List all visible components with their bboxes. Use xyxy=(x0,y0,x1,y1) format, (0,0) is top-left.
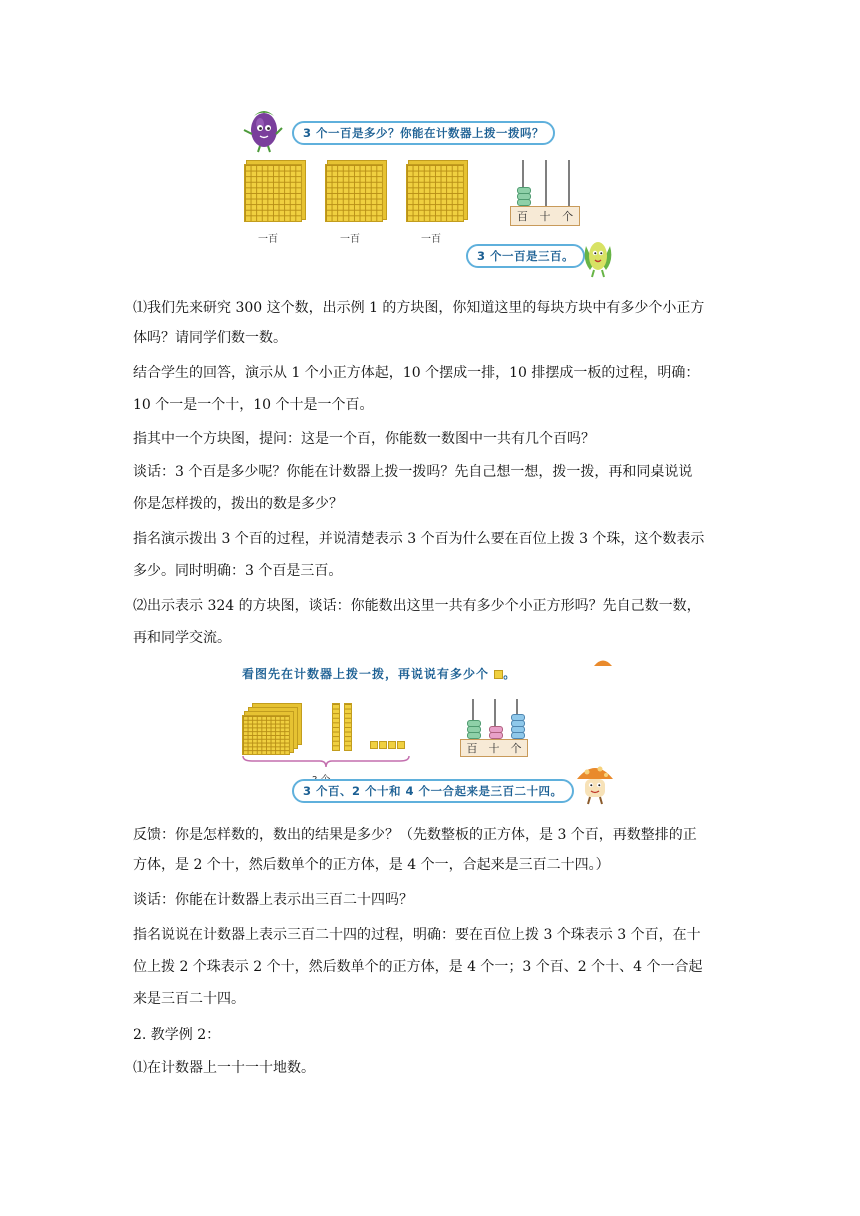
block-label: 一百 xyxy=(421,234,441,245)
hundred-block xyxy=(406,164,464,222)
one-cube xyxy=(397,741,405,749)
block-label: 一百 xyxy=(258,234,278,245)
abacus-bead xyxy=(467,732,481,739)
paragraph-line: ⑴在计数器上一十一十地数。 xyxy=(133,1060,315,1076)
hundred-block xyxy=(242,715,290,755)
one-cube xyxy=(379,741,387,749)
abacus-rod-tens xyxy=(545,160,547,206)
abacus-bead xyxy=(511,732,525,739)
paragraph-line: ⑵出示表示 324 的方块图，谈话：你能数出这里一共有多少个小正方形吗？先自己数一数， xyxy=(133,598,701,614)
abacus-label-tens: 十 xyxy=(488,742,500,755)
paragraph-line: 结合学生的回答，演示从 1 个小正方体起，10 个摆成一排，10 排摆成一板的过程，明确： xyxy=(133,365,700,381)
ten-rod xyxy=(332,703,340,751)
paragraph-line: 谈话：3 个百是多少呢？你能在计数器上拨一拨吗？先自己想一想，拨一拨，再和同桌说说 xyxy=(133,464,693,480)
abacus-label-tens: 十 xyxy=(539,210,551,223)
paragraph-line: 位上拨 2 个珠表示 2 个十，然后数单个的正方体，是 4 个一；3 个百、2 个十、4 个一合起 xyxy=(133,959,703,975)
ten-rod xyxy=(344,703,352,751)
paragraph-line: 指名演示拨出 3 个百的过程，并说清楚表示 3 个百为什么要在百位上拨 3 个珠，这个数表示 xyxy=(133,531,705,547)
paragraph-line: 方体，是 2 个十，然后数单个的正方体，是 4 个一，合起来是三百二十四。） xyxy=(133,857,610,873)
paragraph-line: 指名说说在计数器上表示三百二十四的过程，明确：要在百位上拨 3 个珠表示 3 个百，在十 xyxy=(133,927,701,943)
answer-bubble: 3 个一百是三百。 xyxy=(466,244,585,268)
paragraph-line: 体吗？请同学们数一数。 xyxy=(133,330,287,346)
abacus-base xyxy=(510,206,580,226)
block-label: 一百 xyxy=(340,234,360,245)
hundred-block xyxy=(325,164,383,222)
abacus-label-hundreds: 百 xyxy=(466,742,478,755)
example1b-figure xyxy=(236,655,616,805)
abacus-bead xyxy=(511,714,525,721)
example1-figure xyxy=(236,100,616,278)
one-cube xyxy=(388,741,396,749)
paragraph-line: 来是三百二十四。 xyxy=(133,991,245,1007)
section-heading: 2. 教学例 2： xyxy=(133,1027,221,1043)
paragraph-line: 10 个一是一个十，10 个十是一个百。 xyxy=(133,397,374,413)
paragraph-line: 多少。同时明确：3 个百是三百。 xyxy=(133,563,343,579)
hundred-block xyxy=(244,164,302,222)
paragraph-line: 反馈：你是怎样数的，数出的结果是多少？（先数整板的正方体，是 3 个百，再数整排的正 xyxy=(133,827,697,843)
abacus-label-ones: 个 xyxy=(562,210,574,223)
paragraph-line: 再和同学交流。 xyxy=(133,630,231,646)
abacus-bead xyxy=(467,720,481,727)
cube-icon xyxy=(494,670,503,679)
eggplant-mascot-icon xyxy=(240,104,286,154)
abacus-base xyxy=(460,739,528,757)
abacus-bead xyxy=(517,193,531,200)
abacus-bead xyxy=(467,726,481,733)
one-cube xyxy=(370,741,378,749)
answer-bubble: 3 个百、2 个十和 4 个一合起来是三百二十四。 xyxy=(292,779,574,803)
question-bubble: 3 个一百是多少？你能在计数器上拨一拨吗？ xyxy=(292,121,555,145)
paragraph-line: 指其中一个方块图，提问：这是一个百，你能数一数图中一共有几个百吗？ xyxy=(133,431,595,447)
abacus-bead xyxy=(511,726,525,733)
abacus-bead xyxy=(489,732,503,739)
abacus-bead xyxy=(517,187,531,194)
corn-mascot-icon xyxy=(580,236,616,278)
mushroom-peek-icon xyxy=(592,657,614,667)
paragraph-line: 谈话：你能在计数器上表示出三百二十四吗？ xyxy=(133,892,413,908)
paragraph-line: ⑴我们先来研究 300 这个数，出示例 1 的方块图，你知道这里的每块方块中有多少个小正方 xyxy=(133,300,705,316)
figure-title-text: 看图先在计数器上拨一拨，再说说有多少个 xyxy=(242,667,490,681)
abacus-label-hundreds: 百 xyxy=(516,210,528,223)
paragraph-line: 你是怎样拨的，拨出的数是多少？ xyxy=(133,496,343,512)
abacus-bead xyxy=(489,726,503,733)
abacus-bead xyxy=(511,720,525,727)
figure-title: 看图先在计数器上拨一拨，再说说有多少个 。 xyxy=(242,667,517,681)
abacus-bead xyxy=(517,199,531,206)
abacus-label-ones: 个 xyxy=(510,742,522,755)
brace xyxy=(242,755,410,769)
mushroom-mascot-icon xyxy=(574,761,616,805)
abacus-rod-ones xyxy=(568,160,570,206)
